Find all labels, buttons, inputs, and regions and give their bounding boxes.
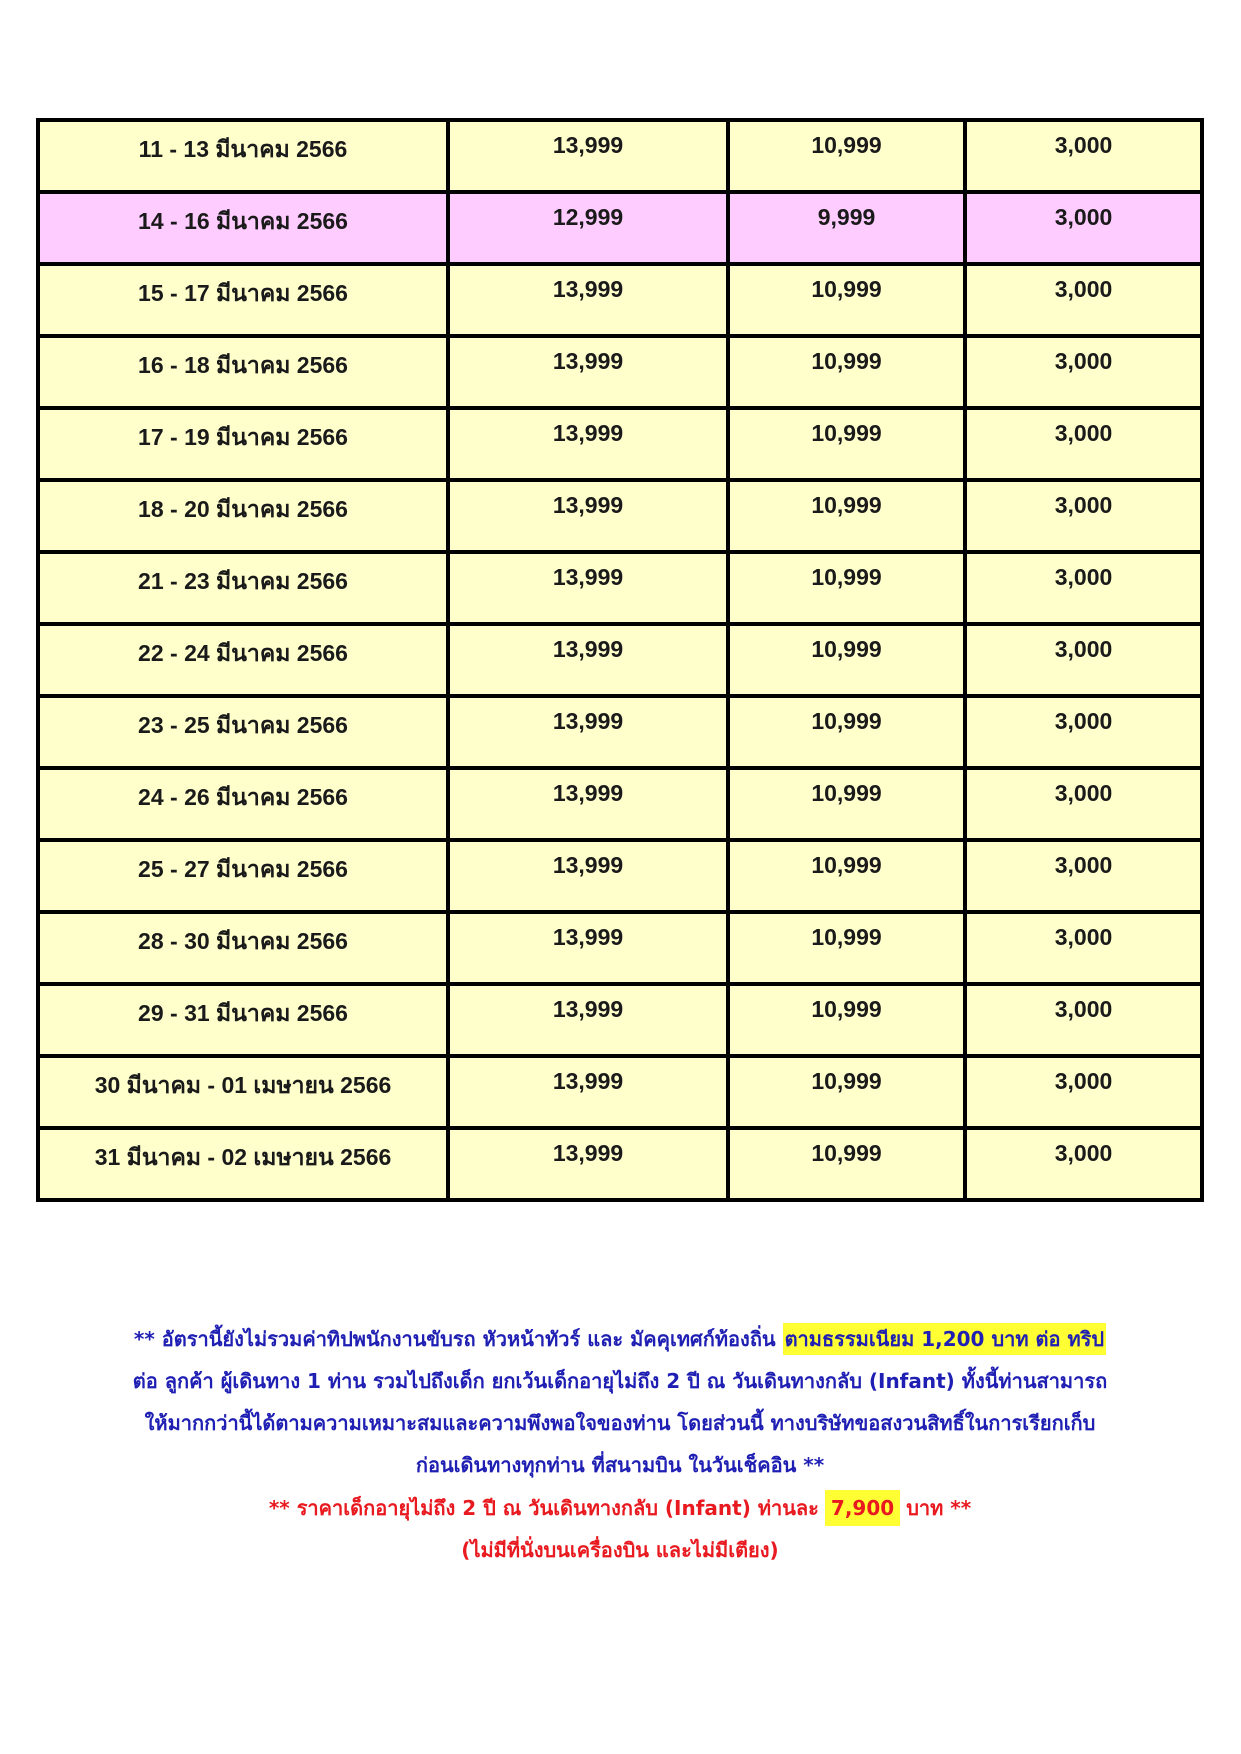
price-cell-2: 10,999 — [728, 408, 965, 480]
date-range-cell: 14 - 16 มีนาคม 2566 — [38, 192, 448, 264]
price-cell-3: 3,000 — [965, 120, 1202, 192]
date-range-cell: 18 - 20 มีนาคม 2566 — [38, 480, 448, 552]
price-cell-2: 10,999 — [728, 912, 965, 984]
price-cell-3: 3,000 — [965, 480, 1202, 552]
infant-price-suffix: บาท ** — [906, 1496, 972, 1520]
price-cell-3: 3,000 — [965, 984, 1202, 1056]
price-cell-3: 3,000 — [965, 264, 1202, 336]
infant-price-value: 7,900 — [825, 1490, 900, 1526]
price-cell-2: 10,999 — [728, 696, 965, 768]
table-row — [38, 624, 1202, 696]
price-cell-3: 3,000 — [965, 696, 1202, 768]
date-range-cell: 11 - 13 มีนาคม 2566 — [38, 120, 448, 192]
price-cell-1: 13,999 — [448, 912, 728, 984]
date-range-cell: 23 - 25 มีนาคม 2566 — [38, 696, 448, 768]
table-row — [38, 192, 1202, 264]
table-row — [38, 696, 1202, 768]
date-range-cell: 31 มีนาคม - 02 เมษายน 2566 — [38, 1128, 448, 1200]
price-cell-1: 13,999 — [448, 336, 728, 408]
table-row — [38, 912, 1202, 984]
price-cell-2: 10,999 — [728, 264, 965, 336]
price-cell-1: 13,999 — [448, 768, 728, 840]
price-cell-3: 3,000 — [965, 624, 1202, 696]
tip-note — [40, 1318, 1200, 1486]
price-cell-2: 10,999 — [728, 624, 965, 696]
price-cell-2: 10,999 — [728, 552, 965, 624]
infant-price-prefix: ** ราคาเด็กอายุไม่ถึง 2 ปี ณ วันเดินทางกลับ (Infant) ท่านละ — [268, 1496, 819, 1520]
tip-note-line-1 — [40, 1318, 1200, 1360]
price-cell-3: 3,000 — [965, 552, 1202, 624]
date-range-cell: 25 - 27 มีนาคม 2566 — [38, 840, 448, 912]
tip-note-text: ** อัตรานี้ยังไม่รวมค่าทิปพนักงานขับรถ หัวหน้าทัวร์ และ มัคคุเทศก์ท้องถิ่น — [133, 1327, 783, 1351]
price-cell-1: 13,999 — [448, 120, 728, 192]
date-range-cell: 16 - 18 มีนาคม 2566 — [38, 336, 448, 408]
table-row — [38, 1056, 1202, 1128]
price-cell-3: 3,000 — [965, 192, 1202, 264]
price-table — [36, 118, 1204, 1202]
table-row — [38, 984, 1202, 1056]
tip-note-line-2: ต่อ ลูกค้า ผู้เดินทาง 1 ท่าน รวมไปถึงเด็ก ยกเว้นเด็กอายุไม่ถึง 2 ปี ณ วันเดินทางกลับ (Infant) ทั้งนี้ท่านสามารถ — [132, 1369, 1108, 1393]
table-row — [38, 120, 1202, 192]
tip-note-line-3: ให้มากกว่านี้ได้ตามความเหมาะสมและความพึงพอใจของท่าน โดยส่วนนี้ ทางบริษัทขอสงวนสิทธิ์ในการเรียกเก็บ — [144, 1411, 1096, 1435]
price-cell-1: 13,999 — [448, 408, 728, 480]
price-cell-2: 10,999 — [728, 840, 965, 912]
price-cell-1: 13,999 — [448, 552, 728, 624]
price-cell-2: 10,999 — [728, 984, 965, 1056]
price-cell-3: 3,000 — [965, 336, 1202, 408]
price-cell-1: 13,999 — [448, 840, 728, 912]
infant-price-note — [40, 1486, 1200, 1530]
price-cell-2: 10,999 — [728, 120, 965, 192]
price-cell-3: 3,000 — [965, 1128, 1202, 1200]
price-cell-3: 3,000 — [965, 912, 1202, 984]
date-range-cell: 17 - 19 มีนาคม 2566 — [38, 408, 448, 480]
infant-seat-note: (ไม่มีที่นั่งบนเครื่องบิน และไม่มีเตียง) — [461, 1538, 779, 1562]
price-cell-2: 10,999 — [728, 768, 965, 840]
table-row — [38, 768, 1202, 840]
price-cell-3: 3,000 — [965, 1056, 1202, 1128]
table-row — [38, 264, 1202, 336]
date-range-cell: 30 มีนาคม - 01 เมษายน 2566 — [38, 1056, 448, 1128]
date-range-cell: 22 - 24 มีนาคม 2566 — [38, 624, 448, 696]
table-row — [38, 336, 1202, 408]
table-row — [38, 480, 1202, 552]
notes-section — [40, 1318, 1200, 1570]
tip-note-line-4: ก่อนเดินทางทุกท่าน ที่สนามบิน ในวันเช็คอิน ** — [415, 1453, 825, 1477]
price-cell-2: 10,999 — [728, 1056, 965, 1128]
price-cell-1: 13,999 — [448, 1056, 728, 1128]
price-cell-1: 13,999 — [448, 264, 728, 336]
date-range-cell: 24 - 26 มีนาคม 2566 — [38, 768, 448, 840]
price-cell-2: 10,999 — [728, 336, 965, 408]
price-cell-1: 13,999 — [448, 1128, 728, 1200]
table-row — [38, 408, 1202, 480]
price-cell-3: 3,000 — [965, 768, 1202, 840]
table-row — [38, 840, 1202, 912]
price-cell-2: 10,999 — [728, 1128, 965, 1200]
price-cell-3: 3,000 — [965, 408, 1202, 480]
date-range-cell: 28 - 30 มีนาคม 2566 — [38, 912, 448, 984]
date-range-cell: 15 - 17 มีนาคม 2566 — [38, 264, 448, 336]
price-cell-1: 13,999 — [448, 624, 728, 696]
date-range-cell: 21 - 23 มีนาคม 2566 — [38, 552, 448, 624]
price-cell-1: 12,999 — [448, 192, 728, 264]
price-cell-1: 13,999 — [448, 696, 728, 768]
price-cell-2: 9,999 — [728, 192, 965, 264]
price-cell-2: 10,999 — [728, 480, 965, 552]
price-table-body — [38, 120, 1202, 1200]
date-range-cell: 29 - 31 มีนาคม 2566 — [38, 984, 448, 1056]
price-cell-3: 3,000 — [965, 840, 1202, 912]
tip-note-highlight: ตามธรรมเนียม 1,200 บาท ต่อ ทริป — [783, 1323, 1107, 1355]
table-row — [38, 552, 1202, 624]
price-cell-1: 13,999 — [448, 984, 728, 1056]
price-cell-1: 13,999 — [448, 480, 728, 552]
table-row — [38, 1128, 1202, 1200]
